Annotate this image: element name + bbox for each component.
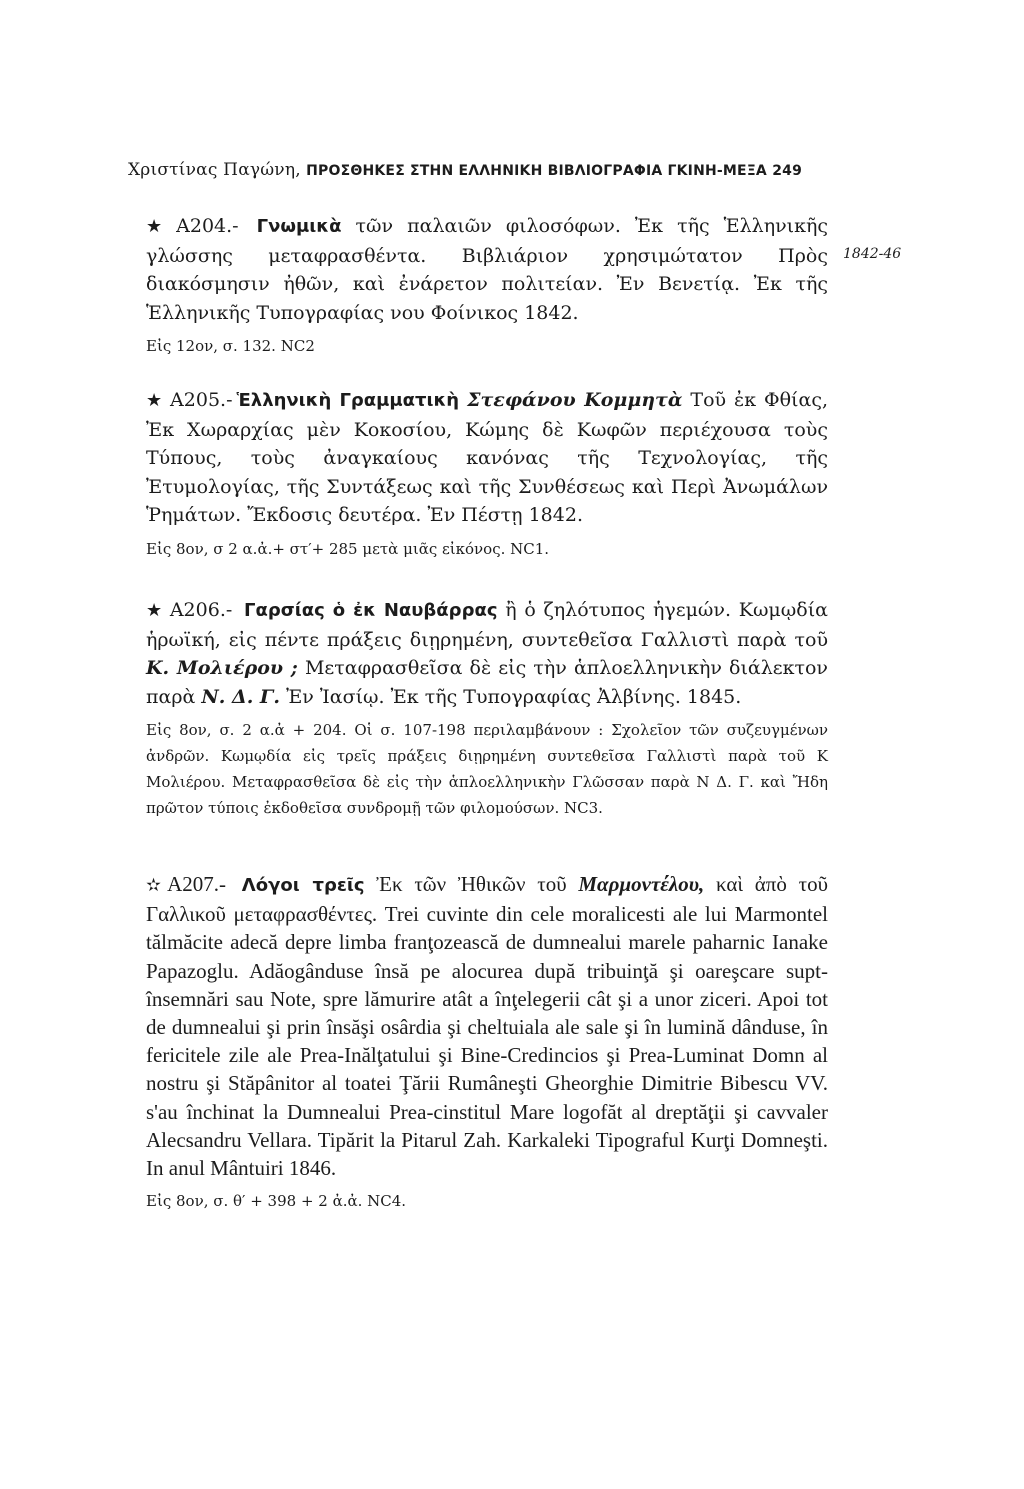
star-icon: ★: [146, 216, 171, 237]
entry-author: Στεφάνου Κομμητὰ: [467, 389, 683, 411]
entry-text: [128, 386, 828, 530]
header-author: Χριστίνας Παγώνη,: [128, 160, 301, 180]
entry-text: [128, 596, 828, 711]
page-number: 249: [772, 163, 803, 179]
entry-body: καὶ ἀπὸ τοῦ Γαλλικοῦ μεταφρασθέντες.: [146, 872, 828, 927]
entry-a204: [128, 212, 828, 359]
entry-code: A207.-: [167, 872, 227, 896]
entry-body: Τοῦ ἐκ Φθίας, Ἐκ Χωραρχίας μὲν Κοκοσίου, Κώμης δὲ Κωφῶν περιέχουσα τοὺς Τύπους, τοὺς ἀναγκαίους κανόνας τῆς Τεχνολογίας, τῆς Ἐτυμολογίας, τῆς Συντάξεως καὶ τῆς Συνθέσεως καὶ Περὶ Ἀνωμάλων Ῥημάτων. Ἔκδοσις δευτέρα. Ἐν Πέστῃ 1842.: [146, 389, 828, 526]
entry-heading: Λόγοι τρεῖς: [241, 875, 365, 896]
entry-heading: Γαρσίας ὁ ἐκ Ναυβάρρας: [244, 600, 498, 621]
entry-code: A205.-: [170, 389, 233, 411]
entry-meta: Εἰς 8ον, σ. 2 α.ἀ + 204. Οἱ σ. 107-198 περιλαμβάνουν : Σχολεῖον τῶν συζευγμένων ἀνδρῶν. Κωμῳδία εἰς τρεῖς πράξεις διῃρημένη συντεθεῖσα Γαλλιστὶ παρὰ τοῦ Κ Μολιέρου. Μεταφρασθεῖσα δὲ εἰς τὴν ἁπλοελληνικὴν Γλῶσσαν παρὰ Ν Δ. Γ. καὶ Ἤδη πρῶτον τύποις ἐκδοθεῖσα συνδρομῇ τῶν φιλομούσων. NC3.: [146, 721, 828, 817]
entry-meta: Εἰς 8ον, σ 2 α.ἀ.+ στ′+ 285 μετὰ μιᾶς εἰκόνος. NC1.: [146, 539, 550, 558]
entry-body: Ἐκ τῶν Ἠθικῶν τοῦ: [364, 872, 579, 896]
entry-body: Ἐν Ἰασίῳ. Ἐκ τῆς Τυπογραφίας Ἀλβίνης. 1845.: [280, 685, 742, 708]
star-icon: ★: [146, 390, 165, 411]
running-header: [128, 160, 828, 180]
entry-text: [128, 212, 828, 327]
entry-heading: Ἑλληνικὴ Γραμματικὴ: [236, 390, 460, 411]
entry-code: A206.-: [169, 599, 233, 621]
entry-body: τῶν παλαιῶν φιλοσόφων. Ἐκ τῆς Ἑλληνικῆς γλώσσης μεταφρασθέντα. Βιβλιάριον χρησιμώτατον Πρὸς διακόσμησιν ἠθῶν, καὶ ἐνάρετον πολιτείαν. Ἐν Βενετίᾳ. Ἐκ τῆς Ἑλληνικῆς Τυπογραφίας νου Φοίνικος 1842.: [146, 215, 829, 324]
header-title: ΠΡΟΣΘΗΚΕΣ ΣΤΗΝ ΕΛΛΗΝΙΚΗ ΒΙΒΛΙΟΓΡΑΦΙΑ ΓΚΙΝΗ-ΜΕΞΑ: [306, 163, 767, 179]
entry-code: A204.-: [176, 215, 239, 237]
entry-text: [128, 870, 828, 1182]
entry-author: Μαρμοντέλου,: [578, 872, 705, 896]
entry-body: ἢ ὁ ζηλότυπος ἡγεμών. Κωμῳδία ἡρωϊκή, εἰς πέντε πράξεις διῃρημένη, συντεθεῖσα Γαλλιστὶ παρὰ τοῦ: [146, 599, 828, 651]
entry-body: Μεταφρασθεῖσα δὲ εἰς τὴν ἁπλοελληνικὴν διάλεκτον παρὰ: [146, 657, 828, 708]
entry-romanian-title: Trei cuvinte din cele moralicesti ale lui Marmontel tălmăcite adecă depre limba franţozească de dumnealui marele paharnic Ianake Papazoglu. Adăogânduse însă pe alocurea după tribuinţă şi oareşcare supt-însemnări sau Note, spre lămurire atât a înţelegerii cât şi a unor ziceri. Apoi tot de dumnealui şi prin însăşi osârdia şi cheltuiala ale sale şi în lumină dânduse, în fericitele zile ale Prea-Inălţatului şi Bine-Credincios şi Prea-Luminat Domn al nostru şi Stăpânitor al toatei Ţării Rumâneşti Gheorghie Dimitrie Bibescu VV. s'au închinat la Dumnealui Prea-cinstitul Mare logofăt al dreptăţii şi cavvaler Alecsandru Vellara. Tipărit la Pitarul Zah. Karkaleki Tipograful Kurţi Domneşti. In anul Mântuiri 1846.: [146, 902, 828, 1181]
entry-a207: [128, 870, 828, 1214]
star-icon: ✫: [146, 875, 162, 895]
entry-author: Κ. Μολιέρου ;: [146, 657, 298, 679]
entry-heading: Γνωμικὰ: [256, 216, 342, 237]
entry-translator: Ν. Δ. Γ.: [201, 685, 281, 708]
margin-date: 1842-46: [843, 246, 902, 262]
entry-meta: Εἰς 8ον, σ. θ′ + 398 + 2 ἀ.ἀ. NC4.: [146, 1192, 407, 1211]
entry-a206: [128, 596, 828, 821]
star-icon: ★: [146, 600, 164, 621]
entry-a205: [128, 386, 828, 562]
entry-meta: Εἰς 12ον, σ. 132. NC2: [146, 337, 315, 355]
